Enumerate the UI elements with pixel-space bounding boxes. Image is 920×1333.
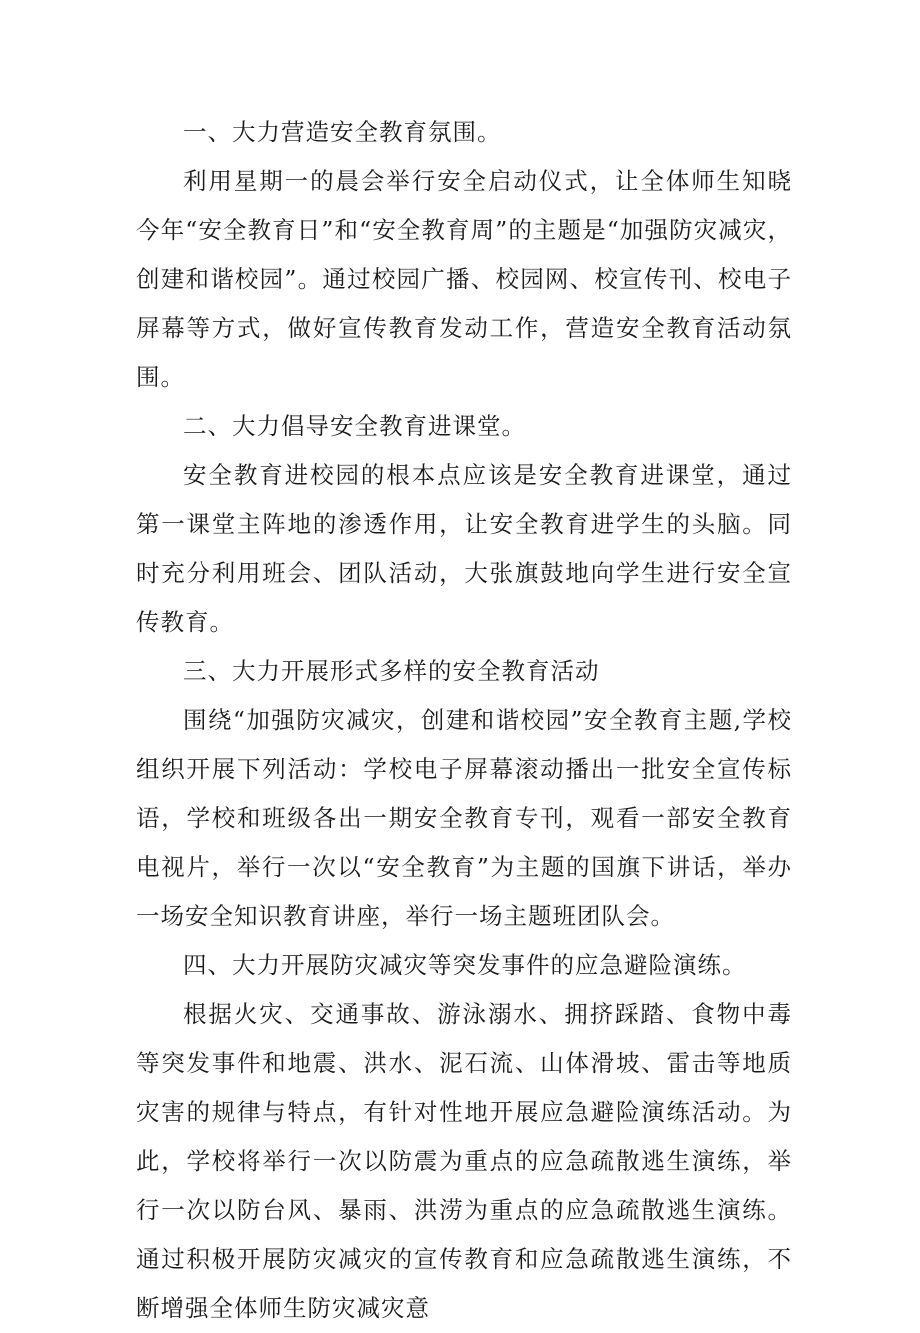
document-body	[136, 108, 792, 1333]
section-heading-4: 四、大力开展防灾减灾等突发事件的应急避险演练。	[183, 951, 747, 979]
section-heading-2: 二、大力倡导安全教育进课堂。	[183, 412, 526, 440]
section-body-4: 根据火灾、交通事故、游泳溺水、拥挤踩踏、食物中毒等突发事件和地震、洪水、泥石流、山体滑坡、雷击等地质灾害的规律与特点，有针对性地开展应急避险演练活动。为此，学校将举行一次以防震为重点的应急疏散逃生演练，举行一次以防台风、暴雨、洪涝为重点的应急疏散逃生演练。通过积极开展防灾减灾的宣传教育和应急疏散逃生演练，不断增强全体师生防灾减灾意	[136, 1000, 792, 1322]
section-body-1: 利用星期一的晨会举行安全启动仪式，让全体师生知晓今年“安全教育日”和“安全教育周”的主题是“加强防灾减灾，创建和谐校园”。通过校园广播、校园网、校宣传刊、校电子屏幕等方式，做好宣传教育发动工作，营造安全教育活动氛围。	[136, 167, 792, 391]
section-body-2: 安全教育进校园的根本点应该是安全教育进课堂，通过第一课堂主阵地的渗透作用，让安全教育进学生的头脑。同时充分利用班会、团队活动，大张旗鼓地向学生进行安全宣传教育。	[136, 461, 792, 636]
section-body-3: 围绕“加强防灾减灾，创建和谐校园”安全教育主题,学校组织开展下列活动：学校电子屏幕滚动播出一批安全宣传标语，学校和班级各出一期安全教育专刊，观看一部安全教育电视片，举行一次以“安全教育”为主题的国旗下讲话，举办一场安全知识教育讲座，举行一场主题班团队会。	[136, 706, 792, 930]
section-heading-1: 一、大力营造安全教育氛围。	[183, 118, 502, 146]
section-heading-3: 三、大力开展形式多样的安全教育活动	[183, 657, 600, 685]
